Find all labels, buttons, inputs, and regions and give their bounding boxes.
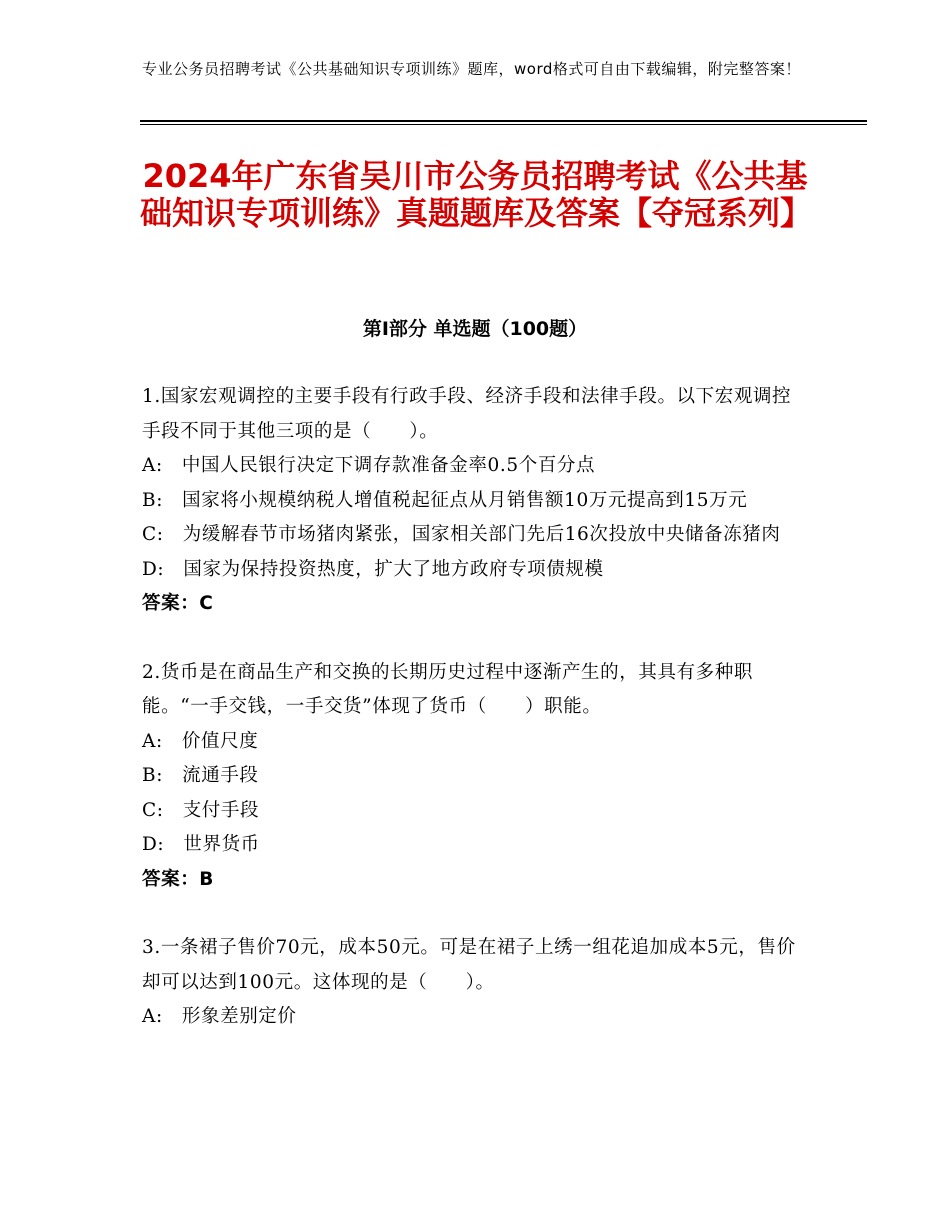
question-2: [142, 656, 807, 898]
question-1: [142, 380, 807, 622]
document-title: 2024年广东省吴川市公务员招聘考试《公共基础知识专项训练》真题题库及答案【夺冠系列】: [140, 157, 813, 232]
question-spacer: [142, 897, 807, 931]
answer: 答案：C: [142, 593, 214, 614]
header-note: 专业公务员招聘考试《公共基础知识专项训练》题库，word格式可自由下载编辑，附完整答案！: [142, 60, 801, 78]
question-stem: 3.一条裙子售价70元，成本50元。可是在裙子上绣一组花追加成本5元，售价却可以达到100元。这体现的是（ ）。: [142, 937, 796, 993]
question-stem: 2.货币是在商品生产和交换的长期历史过程中逐渐产生的，其具有多种职能。“一手交钱，一手交货”体现了货币（ ）职能。: [142, 661, 753, 717]
option-a: A: 价值尺度: [142, 730, 259, 752]
option-b: B: 流通手段: [142, 765, 259, 786]
question-stem: 1.国家宏观调控的主要手段有行政手段、经济手段和法律手段。以下宏观调控手段不同于其他三项的是（ ）。: [142, 386, 792, 442]
option-c: C: 为缓解春节市场猪肉紧张，国家相关部门先后16次投放中央储备冻猪肉: [142, 524, 781, 545]
option-a: A: 形象差别定价: [142, 1006, 297, 1027]
option-a: A: 中国人民银行决定下调存款准备金率0.5个百分点: [142, 455, 596, 476]
option-b: B: 国家将小规模纳税人增值税起征点从月销售额10万元提高到15万元: [142, 489, 748, 511]
option-d: D: 国家为保持投资热度，扩大了地方政府专项债规模: [142, 558, 604, 580]
question-spacer: [142, 622, 807, 656]
option-d: D: 世界货币: [142, 834, 260, 855]
question-3: [142, 931, 807, 1035]
header-rule-thick: [140, 120, 867, 122]
header-rule: [140, 120, 867, 125]
header-rule-thin: [140, 124, 867, 125]
question-list: [142, 380, 807, 1035]
option-c: C: 支付手段: [142, 799, 260, 821]
section-title: 第Ⅰ部分 单选题（100题）: [362, 318, 588, 340]
answer: 答案：B: [142, 868, 215, 890]
